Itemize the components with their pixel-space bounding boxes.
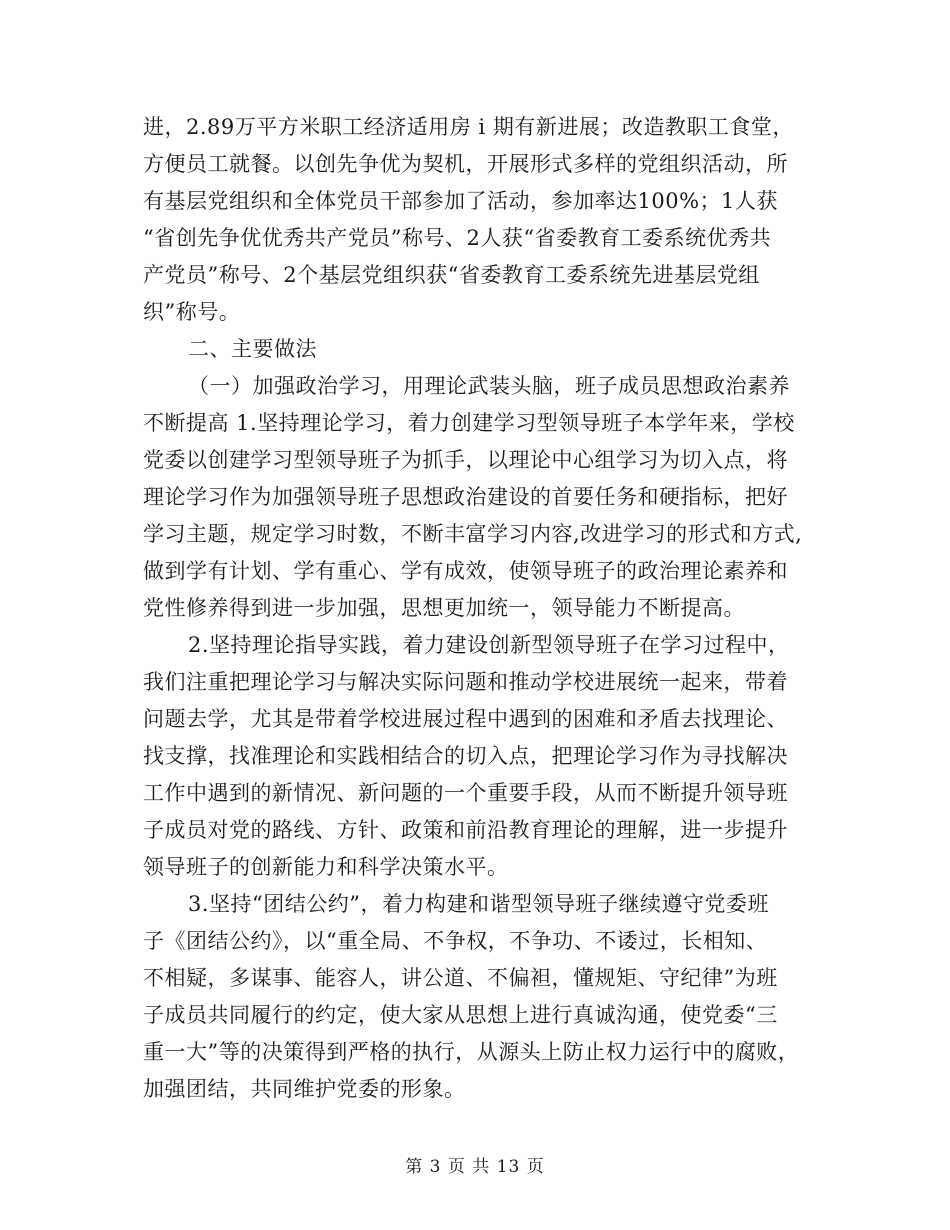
paragraph-start-line: 2.坚持理论指导实践，着力建设创新型领导班子在学习过程中， — [188, 633, 790, 657]
text-line: 问题去学，尤其是带着学校进展过程中遇到的困难和矛盾去找理论、 — [143, 707, 788, 731]
text-line: 子《团结公约》，以“重全局、不争权，不争功、不诿过，长相知、 — [143, 929, 768, 953]
subsection-heading: （一）加强政治学习，用理论武装头脑，班子成员思想政治素养 — [188, 374, 790, 398]
text-line: 子成员对党的路线、方针、政策和前沿教育理论的理解，进一步提升 — [143, 818, 788, 842]
section-heading: 二、主要做法 — [188, 337, 317, 361]
text-line: 领导班子的创新能力和科学决策水平。 — [143, 855, 509, 879]
text-line: “省创先争优优秀共产党员”称号、2人获“省委教育工委系统优秀共 — [143, 226, 772, 250]
text-line: 织”称号。 — [143, 300, 241, 324]
text-line: 不断提高 1.坚持理论学习，着力创建学习型领导班子本学年来，学校 — [143, 411, 795, 435]
text-line: 产党员”称号、2个基层党组织获“省委教育工委系统先进基层党组 — [143, 263, 760, 287]
text-line: 理论学习作为加强领导班子思想政治建设的首要任务和硬指标，把好 — [143, 485, 788, 509]
page-number-footer: 第 3 页 共 13 页 — [405, 1157, 545, 1177]
text-line: 子成员共同履行的约定，使大家从思想上进行真诚沟通，使党委“三 — [143, 1003, 778, 1027]
text-line: 进，2.89万平方米职工经济适用房 i 期有新进展；改造教职工食堂， — [143, 115, 794, 139]
text-line: 有基层党组织和全体党员干部参加了活动，参加率达100%；1人获 — [143, 189, 778, 213]
text-line: 党性修养得到进一步加强，思想更加统一，领导能力不断提高。 — [143, 596, 745, 620]
text-line: 重一大”等的决策得到严格的执行，从源头上防止权力运行中的腐败， — [143, 1040, 800, 1064]
paragraph-start-line: 3.坚持“团结公约”，着力构建和谐型领导班子继续遵守党委班 — [188, 892, 770, 916]
text-line: 学习主题，规定学习时数，不断丰富学习内容,改进学习的形式和方式, — [143, 522, 803, 546]
text-line: 加强团结，共同维护党委的形象。 — [143, 1077, 466, 1101]
text-line: 做到学有计划、学有重心、学有成效，使领导班子的政治理论素养和 — [143, 559, 788, 583]
text-line: 我们注重把理论学习与解决实际问题和推动学校进展统一起来，带着 — [143, 670, 788, 694]
text-line: 工作中遇到的新情况、新问题的一个重要手段，从而不断提升领导班 — [143, 781, 788, 805]
text-line: 方便员工就餐。以创先争优为契机，开展形式多样的党组织活动，所 — [143, 152, 788, 176]
text-line: 不相疑，多谋事、能容人，讲公道、不偏袒，懂规矩、守纪律”为班 — [143, 966, 778, 990]
text-line: 党委以创建学习型领导班子为抓手，以理论中心组学习为切入点，将 — [143, 448, 788, 472]
text-line: 找支撑，找准理论和实践相结合的切入点，把理论学习作为寻找解决 — [143, 744, 788, 768]
